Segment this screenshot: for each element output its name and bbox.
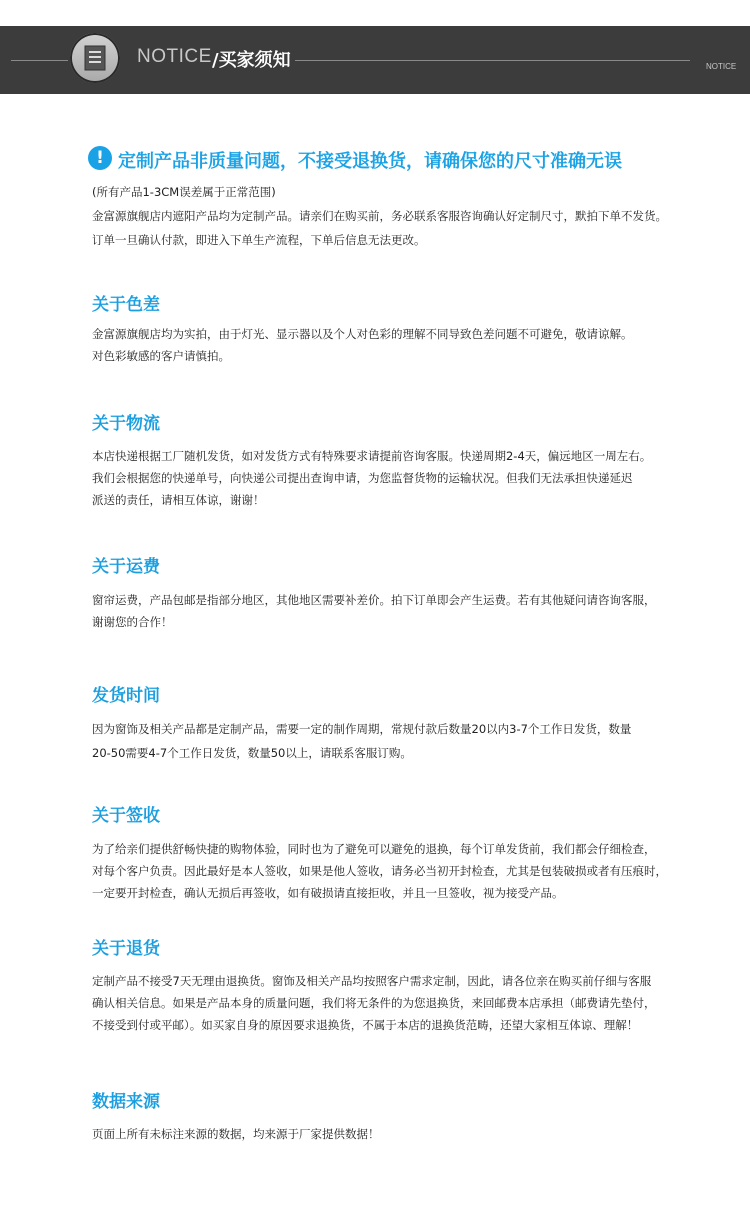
section-line: 不接受到付或平邮）。如买家自身的原因要求退换货，不属于本店的退换货范畴，还望大家相互体谅、理解！ [92,1018,639,1032]
section-title-receipt: 关于签收 [92,806,160,826]
section-title-delivery-time: 发货时间 [92,686,160,706]
section-line: 谢谢您的合作！ [92,615,173,629]
alert-title: 定制产品非质量问题，不接受退换货，请确保您的尺寸准确无误 [118,151,622,172]
section-line: 派送的责任，请相互体谅，谢谢！ [92,493,265,507]
section-title-shipping-fee: 关于运费 [92,557,160,577]
exclamation-icon: ! [88,146,112,170]
alert-line: (所有产品1-3CM误差属于正常范围) [92,185,276,199]
section-title-data-source: 数据来源 [92,1092,160,1112]
section-line: 对色彩敏感的客户请慎拍。 [92,349,230,363]
banner-divider-left [11,60,68,61]
section-line: 因为窗饰及相关产品都是定制产品，需要一定的制作周期，常规付款后数量20以内3-7个工作日发货，数量 [92,722,632,736]
section-line: 我们会根据您的快递单号，向快递公司提出查询申请，为您监督货物的运输状况。但我们无法承担快递延迟 [92,471,633,485]
banner-title-en: NOTICE [137,46,212,67]
alert-line: 金富源旗舰店内遮阳产品均为定制产品。请亲们在购买前，务必联系客服咨询确认好定制尺寸，默拍下单不发货。 [92,209,667,223]
section-title-returns: 关于退货 [92,939,160,959]
document-icon [70,33,120,83]
banner-notice-small: NOTICE [706,62,737,71]
section-line: 一定要开封检查，确认无损后再签收，如有破损请直接拒收，并且一旦签收，视为接受产品。 [92,886,564,900]
section-line: 页面上所有未标注来源的数据，均来源于厂家提供数据！ [92,1127,380,1141]
alert-line: 订单一旦确认付款，即进入下单生产流程，下单后信息无法更改。 [92,233,426,247]
notice-banner [0,26,750,94]
section-line: 对每个客户负责。因此最好是本人签收，如果是他人签收，请务必当初开封检查，尤其是包装破损或者有压痕时， [92,864,667,878]
section-line: 定制产品不接受7天无理由退换货。窗饰及相关产品均按照客户需求定制，因此，请各位亲在购买前仔细与客服 [92,974,652,988]
section-line: 确认相关信息。如果是产品本身的质量问题，我们将无条件的为您退换货，来回邮费本店承担（邮费请先垫付， [92,996,656,1010]
section-line: 20-50需要4-7个工作日发货，数量50以上，请联系客服订购。 [92,746,412,760]
section-line: 为了给亲们提供舒畅快捷的购物体验，同时也为了避免可以避免的退换，每个订单发货前，我们都会仔细检查， [92,842,656,856]
section-title-color-difference: 关于色差 [92,295,160,315]
section-title-logistics: 关于物流 [92,414,160,434]
banner-title-cn: /买家须知 [212,50,291,71]
section-line: 金富源旗舰店均为实拍，由于灯光、显示器以及个人对色彩的理解不同导致色差问题不可避免，敬请谅解。 [92,327,633,341]
section-line: 窗帘运费，产品包邮是指部分地区，其他地区需要补差价。拍下订单即会产生运费。若有其他疑问请咨询客服， [92,593,656,607]
section-line: 本店快递根据工厂随机发货，如对发货方式有特殊要求请提前咨询客服。快递周期2-4天，偏远地区一周左右。 [92,449,652,463]
banner-divider-right [295,60,690,61]
